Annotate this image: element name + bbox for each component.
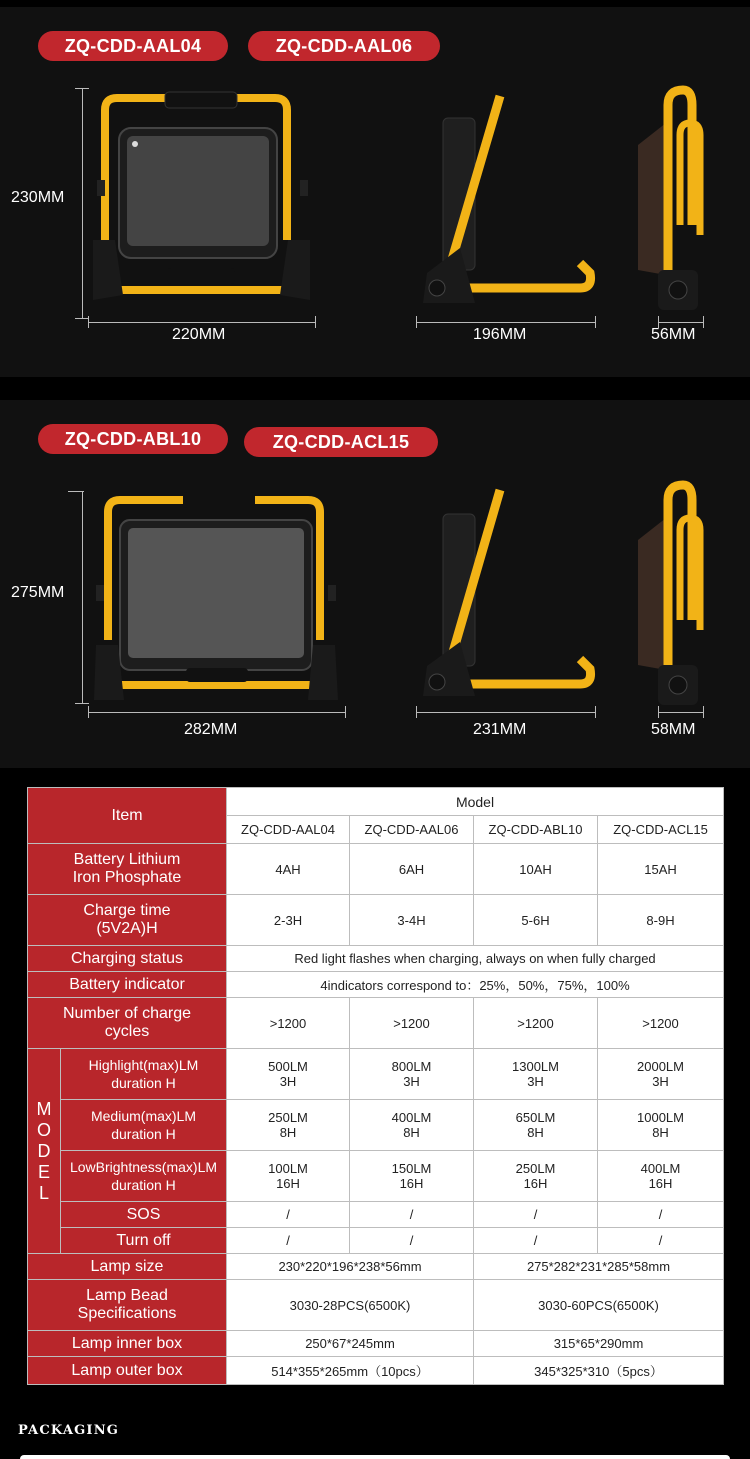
dimension-tick <box>595 706 596 718</box>
dimension-tick <box>658 706 659 718</box>
dimension-tick <box>703 706 704 718</box>
row-label: Medium(max)LM duration H <box>61 1100 227 1151</box>
side-view-lamp-image <box>415 484 600 706</box>
dimension-tick <box>75 703 89 704</box>
table-cell: 3-4H <box>350 895 474 946</box>
width-label: 231MM <box>473 721 527 738</box>
table-cell: 400LM 8H <box>350 1100 474 1151</box>
dimension-line <box>88 322 316 323</box>
table-cell: 500LM 3H <box>227 1049 350 1100</box>
table-cell: 315*65*290mm <box>474 1331 724 1357</box>
table-cell: 250LM 8H <box>227 1100 350 1151</box>
table-cell: 514*355*265mm（10pcs） <box>227 1357 474 1385</box>
table-cell: 250*67*245mm <box>227 1331 474 1357</box>
table-cell: / <box>598 1202 724 1228</box>
row-label: SOS <box>61 1202 227 1228</box>
table-cell: 1000LM 8H <box>598 1100 724 1151</box>
table-row <box>28 972 724 998</box>
table-row <box>28 1254 724 1280</box>
table-cell: 250LM 16H <box>474 1151 598 1202</box>
table-cell: 6AH <box>350 844 474 895</box>
row-label: Lamp size <box>28 1254 227 1280</box>
dimension-tick <box>75 318 89 319</box>
model-column-header: ZQ-CDD-ABL10 <box>474 816 598 844</box>
table-row <box>28 946 724 972</box>
table-cell: 100LM 16H <box>227 1151 350 1202</box>
model-badge: ZQ-CDD-AAL06 <box>248 31 440 61</box>
row-label: Lamp Bead Specifications <box>28 1280 227 1331</box>
table-cell: 3030-28PCS(6500K) <box>227 1280 474 1331</box>
row-label: Lamp outer box <box>28 1357 227 1385</box>
row-label: Battery indicator <box>28 972 227 998</box>
profile-view-lamp-image <box>628 85 708 315</box>
table-cell: 2000LM 3H <box>598 1049 724 1100</box>
table-cell: 400LM 16H <box>598 1151 724 1202</box>
model-badge: ZQ-CDD-ABL10 <box>38 424 228 454</box>
table-cell: >1200 <box>227 998 350 1049</box>
table-row <box>28 1202 724 1228</box>
row-label: Turn off <box>61 1228 227 1254</box>
model-badge: ZQ-CDD-ACL15 <box>244 427 438 457</box>
width-label: 196MM <box>473 326 527 343</box>
table-cell: / <box>227 1228 350 1254</box>
table-cell: 8-9H <box>598 895 724 946</box>
table-row <box>28 1049 724 1100</box>
table-cell: 650LM 8H <box>474 1100 598 1151</box>
height-label: 275MM <box>11 584 65 601</box>
packaging-heading: PACKAGING <box>18 1423 120 1438</box>
dimension-tick <box>88 316 89 328</box>
table-cell: 1300LM 3H <box>474 1049 598 1100</box>
dimension-line <box>416 322 596 323</box>
item-header: Item <box>28 788 227 844</box>
dimension-tick <box>315 316 316 328</box>
row-label: Number of charge cycles <box>28 998 227 1049</box>
row-label: Battery Lithium Iron Phosphate <box>28 844 227 895</box>
table-row <box>28 1151 724 1202</box>
dimension-line <box>658 712 704 713</box>
front-view-lamp-image <box>85 90 320 320</box>
row-label: Lamp inner box <box>28 1331 227 1357</box>
table-cell: / <box>598 1228 724 1254</box>
depth-label: 56MM <box>651 326 696 343</box>
table-row <box>28 1228 724 1254</box>
table-cell: 150LM 16H <box>350 1151 474 1202</box>
front-view-lamp-image <box>88 490 343 712</box>
table-cell: / <box>227 1202 350 1228</box>
row-label: Charge time (5V2A)H <box>28 895 227 946</box>
spec-table <box>27 787 724 1385</box>
table-cell: 5-6H <box>474 895 598 946</box>
table-cell: 3030-60PCS(6500K) <box>474 1280 724 1331</box>
table-cell: 275*282*231*285*58mm <box>474 1254 724 1280</box>
table-cell: Red light flashes when charging, always on when fully charged <box>227 946 724 972</box>
side-view-lamp-image <box>415 88 600 313</box>
model-header: Model <box>227 788 724 816</box>
table-row <box>28 1100 724 1151</box>
profile-view-lamp-image <box>628 480 708 708</box>
row-label: LowBrightness(max)LM duration H <box>61 1151 227 1202</box>
table-row <box>28 1280 724 1331</box>
dimension-tick <box>75 88 89 89</box>
dimension-line <box>88 712 346 713</box>
dimension-line <box>82 88 83 318</box>
dimension-tick <box>416 706 417 718</box>
depth-label: 58MM <box>651 721 696 738</box>
model-column-header: ZQ-CDD-AAL04 <box>227 816 350 844</box>
dimension-line <box>416 712 596 713</box>
dimension-tick <box>703 316 704 328</box>
table-cell: >1200 <box>598 998 724 1049</box>
table-cell: / <box>474 1202 598 1228</box>
table-cell: 230*220*196*238*56mm <box>227 1254 474 1280</box>
table-cell: >1200 <box>474 998 598 1049</box>
table-cell: 345*325*310（5pcs） <box>474 1357 724 1385</box>
table-cell: 15AH <box>598 844 724 895</box>
table-cell: 4AH <box>227 844 350 895</box>
mode-side-label: M O D E L <box>28 1049 61 1254</box>
table-row <box>28 844 724 895</box>
dimension-tick <box>68 491 84 492</box>
dimension-tick <box>416 316 417 328</box>
model-column-header: ZQ-CDD-AAL06 <box>350 816 474 844</box>
table-cell: 2-3H <box>227 895 350 946</box>
table-row <box>28 998 724 1049</box>
row-label: Charging status <box>28 946 227 972</box>
table-cell: / <box>350 1202 474 1228</box>
table-cell: 10AH <box>474 844 598 895</box>
table-row <box>28 895 724 946</box>
table-cell: 800LM 3H <box>350 1049 474 1100</box>
width-label: 282MM <box>184 721 238 738</box>
model-badge: ZQ-CDD-AAL04 <box>38 31 228 61</box>
table-cell: / <box>474 1228 598 1254</box>
table-cell: >1200 <box>350 998 474 1049</box>
table-cell: / <box>350 1228 474 1254</box>
dimension-tick <box>595 316 596 328</box>
row-label: Highlight(max)LM duration H <box>61 1049 227 1100</box>
dimension-line <box>658 322 704 323</box>
dimension-line <box>82 491 83 703</box>
dimension-tick <box>345 706 346 718</box>
table-row <box>28 1331 724 1357</box>
table-cell: 4indicators correspond to：25%，50%，75%，100% <box>227 972 724 998</box>
table-row <box>28 1357 724 1385</box>
next-section-edge <box>20 1455 730 1459</box>
model-column-header: ZQ-CDD-ACL15 <box>598 816 724 844</box>
width-label: 220MM <box>172 326 226 343</box>
height-label: 230MM <box>11 189 65 206</box>
dimension-tick <box>88 706 89 718</box>
